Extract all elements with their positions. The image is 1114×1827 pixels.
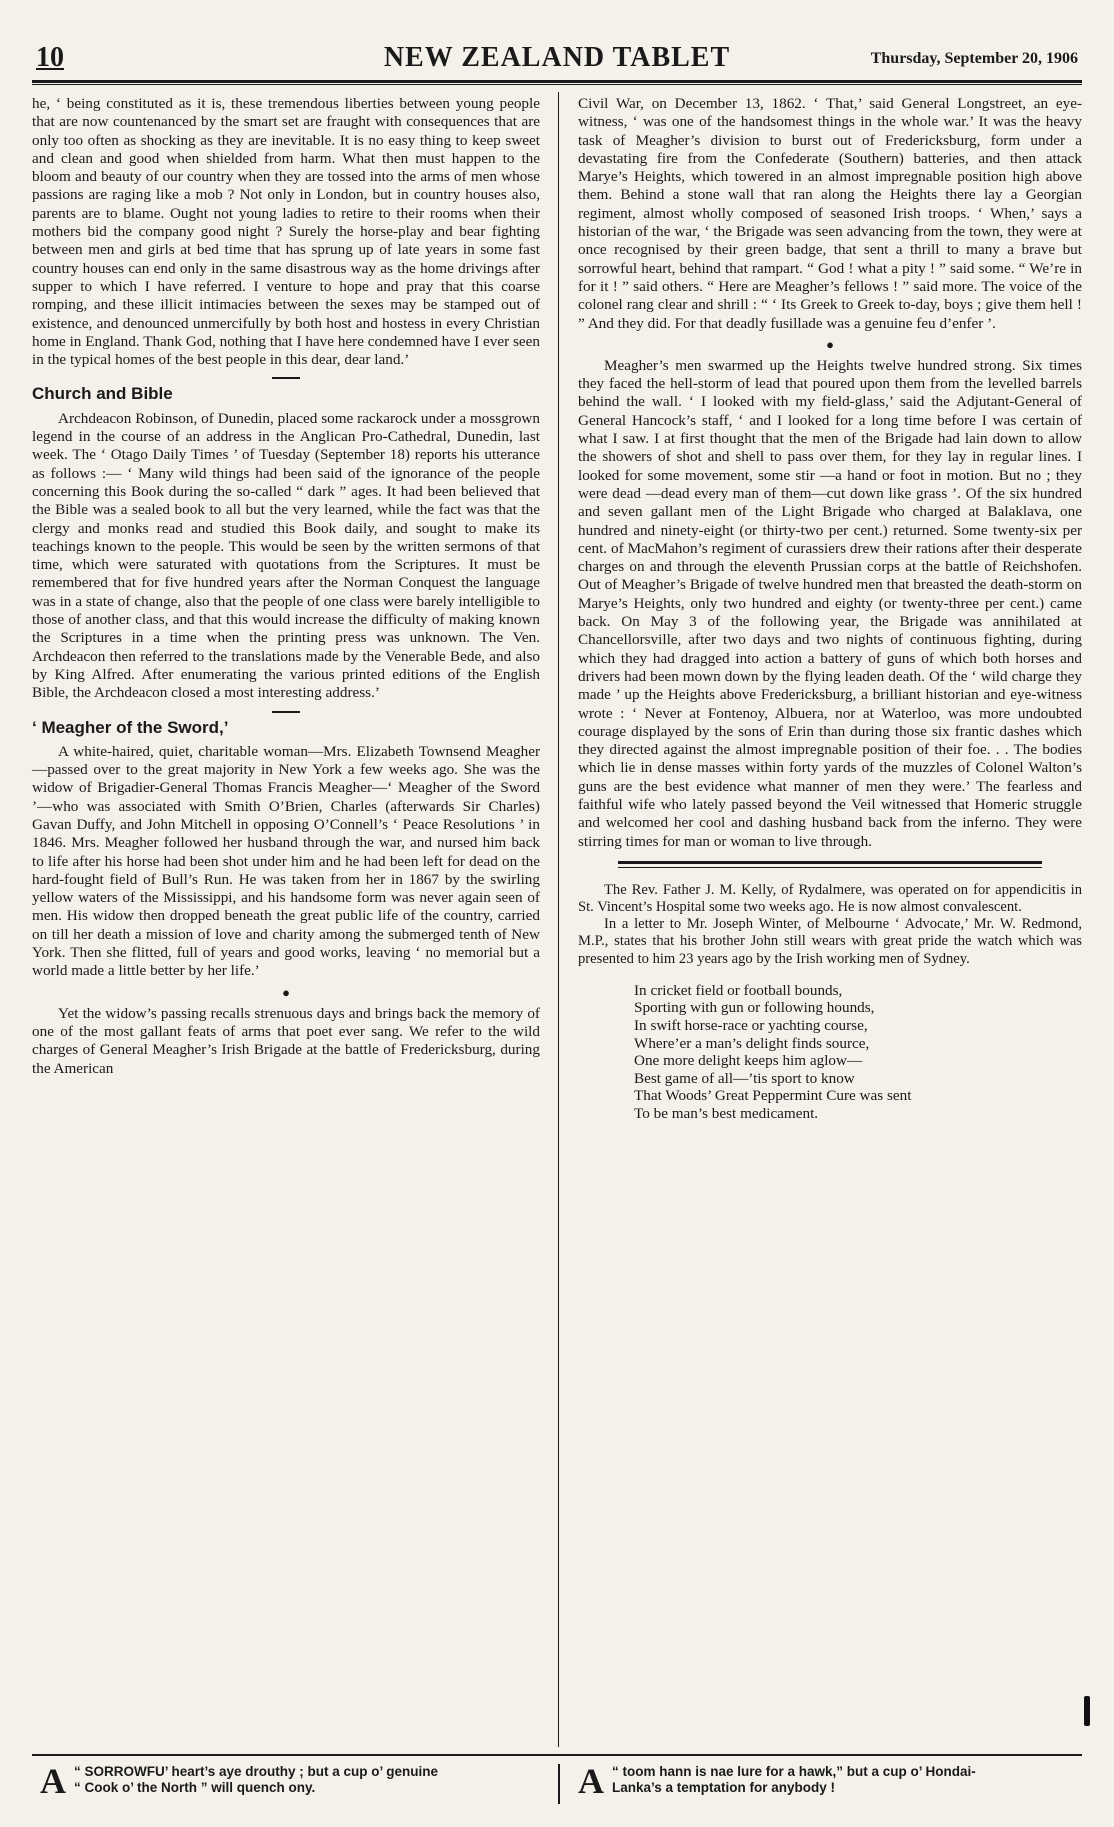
poem-line: One more delight keeps him aglow— xyxy=(634,1052,863,1070)
poem-line: That Woods’ Great Peppermint Cure was sent xyxy=(634,1087,912,1105)
poem-line: Best game of all—’tis sport to know xyxy=(634,1069,855,1087)
section-divider xyxy=(272,711,300,713)
left-column xyxy=(32,95,540,1078)
issue-date: Thursday, September 20, 1906 xyxy=(870,50,1078,67)
footer-ad-right xyxy=(578,1761,1078,1801)
poem-line: In cricket field or football bounds, xyxy=(634,981,843,999)
right-column xyxy=(578,95,1082,1123)
masthead xyxy=(32,40,1082,83)
ad-initial-letter: A xyxy=(578,1761,604,1801)
peppermint-poem xyxy=(634,982,1082,1123)
widow-paragraph: Yet the widow’s passing recalls strenuous days and brings back the memory of one of the most gallant feats of arms that poet ever sang. We refer to the wild charges of General Meagher’s Irish Brigade at the battle of Fredericksburg, during the American xyxy=(32,1004,540,1077)
bullet-separator: ● xyxy=(282,984,290,1000)
ad-initial-letter: A xyxy=(40,1761,66,1801)
meagher-paragraph: A white-haired, quiet, charitable woman—Mrs. Elizabeth Townsend Meagher—passed over to the great majority in New York a few weeks ago. She was the widow of Brigadier-General Thomas Francis Meagher—‘ Meagher of the Sword ’—who was associated with Smith O’Brien, Charles (afterwards Sir Charles) Gavan Duffy, and John Mitchell in opposing O’Connell’s ‘ Peace Resolutions ’ in 1846. Mrs. Meagher followed her husband through the war, and nursed him back to life after his horse had been shot under him and he had been left for dead on the hard-fought field of Bull’s Run. He was taken from her in 1867 by the swirling yellow waters of the Mississippi, and his handsome form was never again seen of men. His widow then dropped beneath the great public life of the country, carried on till her death a mission of love and charity among the submerged tenth of New York. Then she flitted, full of years and good works, leaving ‘ no memorial but a world made a little better by her life.’ xyxy=(32,742,540,980)
poem-line: Where’er a man’s delight finds source, xyxy=(634,1034,870,1052)
page-number: 10 xyxy=(36,42,64,73)
bullet-separator: ● xyxy=(826,336,834,352)
ad-line: “ SORROWFU’ heart’s aye drouthy ; but a cup o’ genuine xyxy=(74,1764,439,1779)
church-heading: Church and Bible xyxy=(32,384,173,404)
poem-line: Sporting with gun or following hounds, xyxy=(634,999,875,1017)
newspaper-title: NEW ZEALAND TABLET xyxy=(383,42,731,73)
church-paragraph: Archdeacon Robinson, of Dunedin, placed some rackarock under a mossgrown legend in the course of an address in the Anglican Pro-Cathedral, Dunedin, last week. The ‘ Otago Daily Times ’ of Tuesday (September 18) reports his utterance as follows :— ‘ Many wild things had been said of the ignorance of the people concerning this Book during the so-called “ dark ” ages. It had been believed that the Bible was a sealed book to all but the very learned, while the fact was that the clergy and monks read and studied this Book daily, and sought to make its teachings known to the people. This would be seen by the written sermons of that time, which were saturated with quotations from the Scriptures. It must be remembered that for five hundred years after the Norman Conquest the language was in a state of change, also that the people of one class were barely intelligible to those of another class, and that this would increase the difficulty of making known the Scriptures in a time when the printing press was unknown. The Ven. Archdeacon then referred to the translations made by the Venerable Bede, and also by King Alfred. After enumerating the various printed editions of the English Bible, the Archdeacon closed a most interesting address.’ xyxy=(32,409,540,702)
meagher-heading: ‘ Meagher of the Sword,’ xyxy=(32,717,229,737)
margin-marker xyxy=(1084,1696,1090,1726)
ad-line: “ toom hann is nae lure for a hawk,” but a cup o’ Hondai- xyxy=(612,1764,976,1779)
ad-line: Lanka’s a temptation for anybody ! xyxy=(612,1780,836,1795)
footer-ad-left xyxy=(40,1761,540,1801)
footer-rule xyxy=(32,1754,1082,1756)
section-divider xyxy=(272,377,300,379)
intro-paragraph: he, ‘ being constituted as it is, these tremendous liberties between young people that are now countenanced by the smart set are fraught with consequences that are only too often as shocking as they are inevitable. It is no easy thing to keep sweet and clean and good when shielded from harm. What then must happen to the bloom and beauty of our country when they are tossed into the arms of men whose passions are raging like a mob ? Not only in London, but in country houses also, parents are to blame. Ought not young ladies to retire to their rooms when their mothers bid the company good night ? Surely the horse-play and bear fighting between men and girls at bed time that has sprung up of late years in some fast country houses can end only in the same disastrous way as the home drivings after supper to which I have referred. I venture to hope and pray that this coarse romping, and these illicit intimacies between the sexes may be stamped out of existence, and denounced unmercifully by both host and hostess in every Christian home in England. Thank God, nothing that I have here condemned have I ever seen in the typical homes of the best people in this dear, dear land.’ xyxy=(32,95,540,369)
column-divider xyxy=(558,92,559,1747)
winter-paragraph: In a letter to Mr. Joseph Winter, of Melbourne ‘ Advocate,’ Mr. W. Redmond, M.P., states that his brother John still wears with great pride the watch which was presented to him 23 years ago by the Irish working men of Sydney. xyxy=(578,916,1082,967)
swarmed-paragraph: Meagher’s men swarmed up the Heights twelve hundred strong. Six times they faced the hell-storm of lead that poured upon them from the levelled barrels behind the wall. ‘ I looked with my field-glass,’ said the Adjutant-General of General Hancock’s staff, ‘ and I looked for a long time before I was certain of what I saw. I at first thought that the men of the Brigade had lain down to allow the showers of shot and shell to pass over them, for they lay in regular lines. I looked for some movement, some stir —a hand or foot in motion. But no ; they were dead —dead every man of them—cut down like grass ’. Of the six hundred and seven gallant men of the Light Brigade who charged at Balaklava, one hundred and ninety-eight (or thirty-two per cent.) returned. Some twenty-six per cent. of MacMahon’s regiment of curassiers drew their rations after their desperate charges on and through the eleventh Prussian corps at the battle of Reichshofen. Out of Meagher’s Brigade of twelve hundred men that breasted the death-storm on Marye’s Heights, only two hundred and eighty (or twenty-three per cent.) came back. On May 3 of the following year, the Brigade was annihilated at Chancellorsville, after two days and two nights of continuous fighting, during which they had dragged into action a battery of guns of which both horses and drivers had been mown down by the flying leaden death. Of the ‘ wild charge they made ’ up the Heights above Fredericksburg, a brilliant historian and eye-witness wrote : ‘ Never at Fontenoy, Albuera, nor at Waterloo, was more undoubted courage displayed by the sons of Erin than during those six frantic dashes which they directed against the almost impregnable position of their foe. . . The bodies which lie in dense masses within forty yards of the muzzles of Colonel Walton’s guns are the best evidence what manner of men they were.’ The fearless and faithful wife who lately passed beyond the Veil witnessed that Homeric struggle and welcomed her cool and dashing husband back from the inferno. They were stirring times for man or woman to live through. xyxy=(578,356,1082,850)
civil-war-paragraph: Civil War, on December 13, 1862. ‘ That,’ said General Longstreet, an eye-witness, ‘ was one of the handsomest things in the whole war.’ It was the heavy task of Meagher’s division to burst out of Fredericksburg, form under a devastating fire from the Confederate (Southern) batteries, and then attack Marye’s Heights, which towered in an almost impregnable position high above them. Behind a stone wall that ran along the Heights there lay a Georgian regiment, almost wholly composed of seasoned Irish troops. ‘ When,’ says a historian of the war, ‘ the Brigade was seen advancing from the town, they were at once recognised by their green badge, that sent a thrill to many a brave but sorrowful heart, behind that rampart. “ God ! what a pity ! ” said some. “ We’re in for it ! ” said others. “ Here are Meagher’s fellows ! ” said more. The voice of the colonel rang clear and shrill : “ ‘ Its Greek to Greek to-day, boys ; give them hell ! ” And they did. For that deadly fusillade was a genuine feu d’enfer ’. xyxy=(578,95,1082,332)
double-rule xyxy=(618,861,1042,868)
poem-line: In swift horse-race or yachting course, xyxy=(634,1017,868,1035)
poem-line: To be man’s best medicament. xyxy=(634,1105,819,1123)
kelly-paragraph: The Rev. Father J. M. Kelly, of Rydalmere, was operated on for appendicitis in St. Vincent’s Hospital some two weeks ago. He is now almost convalescent. xyxy=(578,881,1082,916)
ad-line: “ Cook o’ the North ” will quench ony. xyxy=(74,1780,316,1795)
masthead-rule xyxy=(32,84,1082,85)
footer-divider xyxy=(558,1764,560,1804)
